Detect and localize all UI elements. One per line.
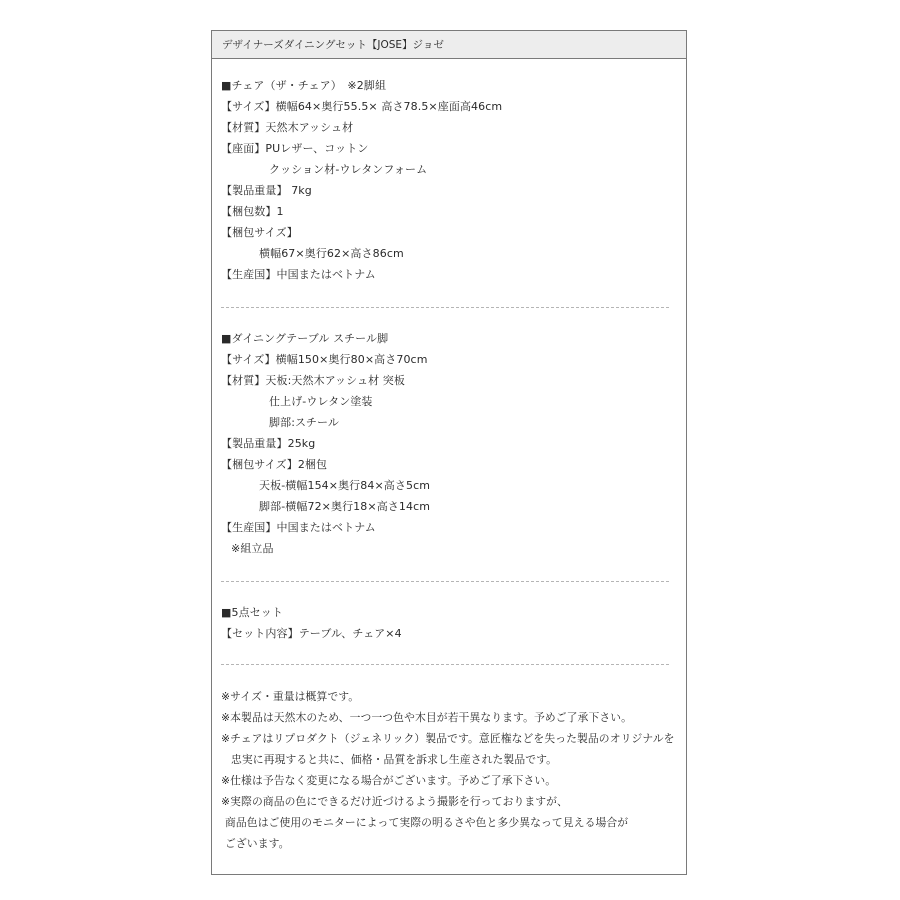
chair-origin: 【生産国】中国またはベトナム: [221, 268, 376, 281]
table-finish: 仕上げ-ウレタン塗装: [269, 395, 373, 408]
chair-package-count: 【梱包数】1: [221, 205, 284, 218]
note-line: 商品色はご使用のモニターによって実際の明るさや色と多少異なって見える場合が: [225, 816, 629, 829]
chair-heading: ■チェア（ザ・チェア） ※2脚組: [221, 79, 387, 92]
product-title: デザイナーズダイニングセット【JOSE】ジョゼ: [222, 39, 444, 51]
chair-package-size: 横幅67×奥行62×高さ86cm: [259, 247, 404, 260]
table-material: 【材質】天板:天然木アッシュ材 突板: [221, 374, 406, 387]
sheet-header: [212, 31, 686, 59]
note-line: ※チェアはリプロダクト（ジェネリック）製品です。意匠権などを失った製品のオリジナルを: [221, 732, 675, 745]
chair-package-size-label: 【梱包サイズ】: [221, 226, 298, 239]
table-weight: 【製品重量】25kg: [221, 437, 316, 450]
chair-seat: 【座面】PUレザー、コットン: [221, 142, 369, 155]
section-divider: [221, 581, 669, 582]
note-line: ※本製品は天然木のため、一つ一つ色や木目が若干異なります。予めご了承下さい。: [221, 711, 633, 724]
section-divider: [221, 307, 669, 308]
spec-sheet: [211, 30, 687, 875]
table-package-size: 【梱包サイズ】2梱包: [221, 458, 328, 471]
note-line: ※実際の商品の色にできるだけ近づけるよう撮影を行っておりますが、: [221, 795, 568, 808]
note-line: ございます。: [225, 837, 290, 850]
table-heading: ■ダイニングテーブル スチール脚: [221, 332, 389, 345]
note-line: ※サイズ・重量は概算です。: [221, 690, 360, 703]
table-legs: 脚部:スチール: [269, 416, 339, 429]
set-contents: 【セット内容】テーブル、チェア×4: [221, 627, 402, 640]
section-divider: [221, 664, 669, 665]
chair-material: 【材質】天然木アッシュ材: [221, 121, 354, 134]
table-size: 【サイズ】横幅150×奥行80×高さ70cm: [221, 353, 428, 366]
set-heading: ■5点セット: [221, 606, 283, 619]
note-line: ※仕様は予告なく変更になる場合がございます。予めご了承下さい。: [221, 774, 557, 787]
note-line: 忠実に再現すると共に、価格・品質を訴求し生産された製品です。: [231, 753, 558, 766]
chair-weight: 【製品重量】 7kg: [221, 184, 312, 197]
table-origin: 【生産国】中国またはベトナム: [221, 521, 376, 534]
table-package-legs: 脚部-横幅72×奥行18×高さ14cm: [259, 500, 431, 513]
chair-size: 【サイズ】横幅64×奥行55.5× 高さ78.5×座面高46cm: [221, 100, 503, 113]
chair-seat-cushion: クッション材-ウレタンフォーム: [269, 163, 428, 176]
table-package-top: 天板-横幅154×奥行84×高さ5cm: [259, 479, 431, 492]
table-assembly: ※組立品: [231, 542, 274, 555]
